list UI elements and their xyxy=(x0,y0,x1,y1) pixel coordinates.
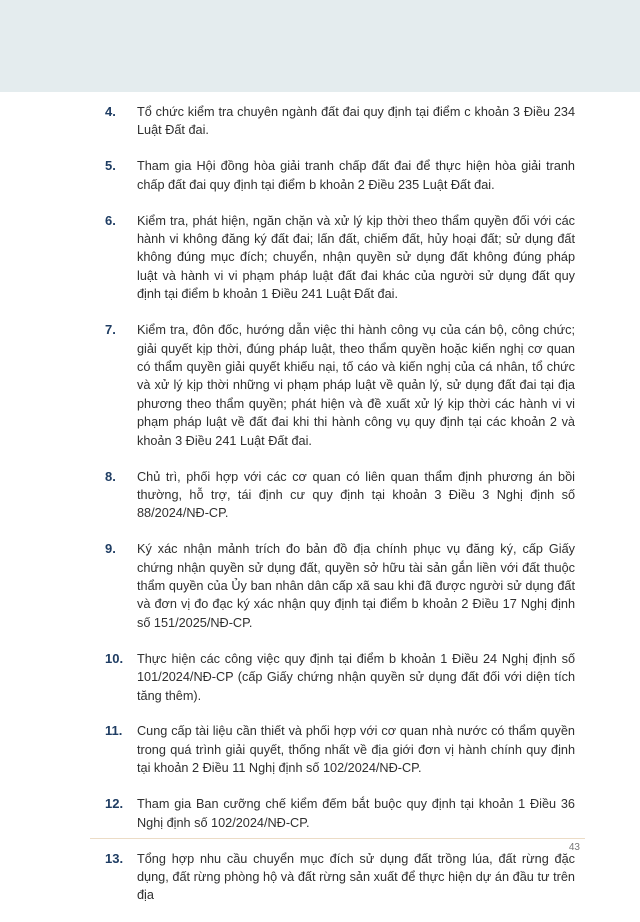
item-text: Cung cấp tài liệu cần thiết và phối hợp với cơ quan nhà nước có thẩm quyền trong quá trình giải quyết, thống nhất về địa giới đơn vị hành chính quy định tại khoản 2 Điều 11 Nghị định số 102/2024/NĐ-CP. xyxy=(137,724,575,776)
item-text: Thực hiện các công việc quy định tại điểm b khoản 1 Điều 24 Nghị định số 101/2024/NĐ-CP (cấp Giấy chứng nhận quyền sử dụng đất đối với diện tích tăng thêm). xyxy=(137,651,575,703)
list-item xyxy=(105,468,575,523)
item-text: Tổng hợp nhu cầu chuyển mục đích sử dụng đất trồng lúa, đất rừng đặc dụng, đất rừng phòng hộ và đất rừng sản xuất để thực hiện dự án đầu tư trên địa xyxy=(137,851,575,903)
item-number: 13. xyxy=(105,850,124,866)
item-number: 7. xyxy=(105,322,116,338)
list-item xyxy=(105,650,575,705)
page-number: 43 xyxy=(568,842,580,853)
item-text: Chủ trì, phối hợp với các cơ quan có liên quan thẩm định phương án bồi thường, hỗ trợ, tái định cư quy định tại khoản 3 Điều 3 Nghị định số 88/2024/NĐ-CP. xyxy=(137,469,575,521)
list-item xyxy=(105,103,575,140)
list-item xyxy=(105,157,575,194)
item-text: Kiểm tra, phát hiện, ngăn chặn và xử lý kịp thời theo thẩm quyền đối với các hành vi không đăng ký đất đai; lấn đất, chiếm đất, hủy hoại đất; sử dụng đất không đúng mục đích; chuyển, nhận quyền sử dụng đất không đúng pháp luật và hành vi vi phạm pháp luật đất đai khác của người sử dụng đất quy định tại điểm b khoản 1 Điều 241 Luật Đất đai. xyxy=(137,213,575,302)
list-item xyxy=(105,321,575,450)
item-number: 8. xyxy=(105,468,116,484)
list-item xyxy=(105,722,575,777)
list-item xyxy=(105,850,575,905)
duty-list xyxy=(105,103,575,922)
item-number: 11. xyxy=(105,723,123,739)
list-item xyxy=(105,540,575,632)
item-number: 10. xyxy=(105,650,124,666)
item-number: 4. xyxy=(105,104,116,119)
footer-divider xyxy=(90,838,585,839)
list-item xyxy=(105,795,575,832)
item-text: Kiểm tra, đôn đốc, hướng dẫn việc thi hành công vụ của cán bộ, công chức; giải quyết kịp thời, đúng pháp luật, theo thẩm quyền hoặc kiến nghị cơ quan có thẩm quyền giải quyết khiếu nại, tố cáo và kiến nghị của cá nhân, tổ chức và xử lý kịp thời những vi phạm pháp luật về quản lý, sử dụng đất đai tại địa phương theo thẩm quyền; phát hiện và đề xuất xử lý kịp thời các hành vi vi phạm pháp luật về đất đai khi thi hành công vụ quy định tại các khoản 2 và khoản 3 Điều 241 Luật Đất đai. xyxy=(137,323,575,448)
item-text: Ký xác nhận mảnh trích đo bản đồ địa chính phục vụ đăng ký, cấp Giấy chứng nhận quyền sử dụng đất, quyền sở hữu tài sản gắn liền với đất thuộc thẩm quyền của Ủy ban nhân dân cấp xã sau khi đã được người sử dụng đất và đơn vị đo đạc ký xác nhận quy định tại điểm b khoản 2 Điều 17 Nghị định số 151/2025/NĐ-CP. xyxy=(137,542,575,630)
header-band xyxy=(0,0,640,92)
list-item xyxy=(105,212,575,304)
item-text: Tham gia Hội đồng hòa giải tranh chấp đất đai để thực hiện hòa giải tranh chấp đất đai quy định tại điểm b khoản 2 Điều 235 Luật Đất đai. xyxy=(137,159,575,192)
item-text: Tham gia Ban cưỡng chế kiểm đếm bắt buộc quy định tại khoản 1 Điều 36 Nghị định số 102/2024/NĐ-CP. xyxy=(137,797,575,830)
item-text: Tổ chức kiểm tra chuyên ngành đất đai quy định tại điểm c khoản 3 Điều 234 Luật Đất đai. xyxy=(137,105,575,138)
item-number: 6. xyxy=(105,212,116,228)
item-number: 5. xyxy=(105,158,116,174)
item-number: 9. xyxy=(105,541,116,557)
item-number: 12. xyxy=(105,796,124,812)
